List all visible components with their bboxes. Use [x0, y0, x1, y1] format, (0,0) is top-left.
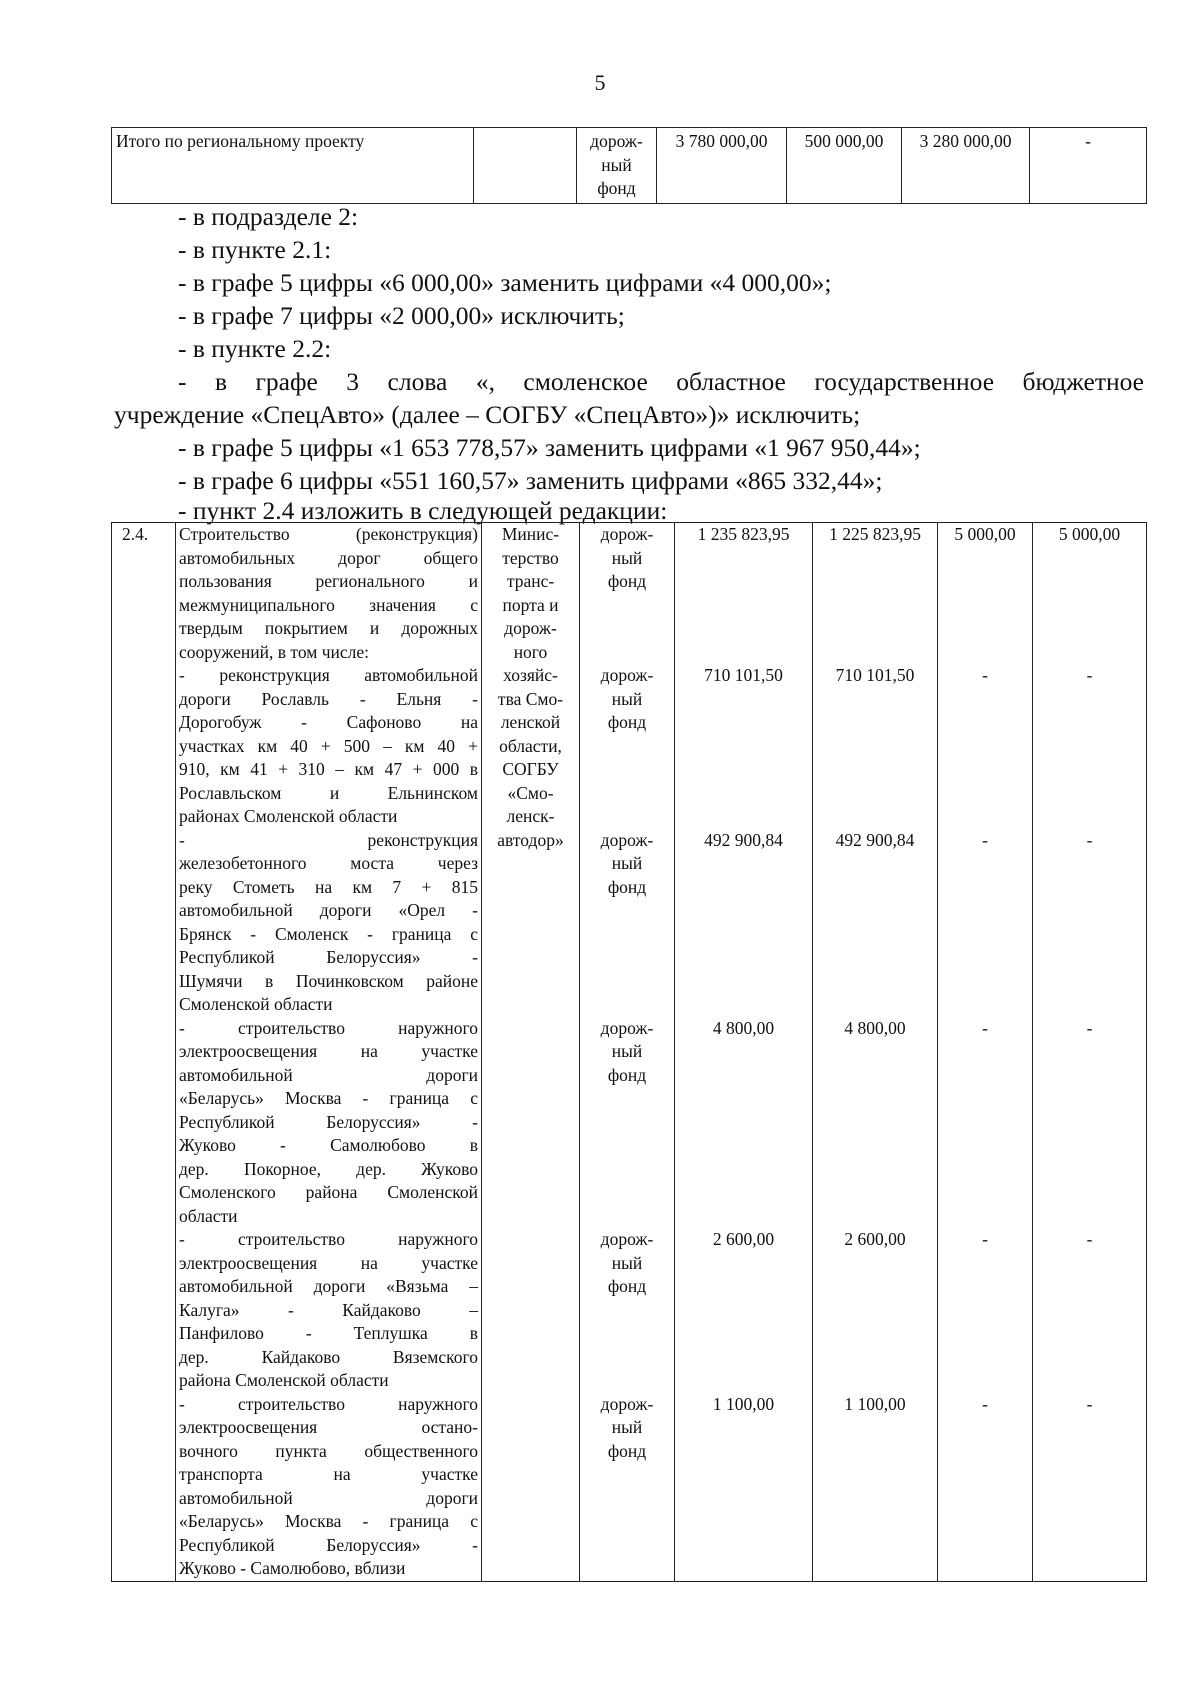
value-entry-col8: - — [1086, 1229, 1093, 1249]
instruction-line: - в графе 7 цифры «2 000,00» исключить; — [178, 301, 625, 330]
instruction-line: - в графе 6 цифры «551 160,57» заменить цифрами «865 332,44»; — [178, 466, 883, 495]
item-name-line: районах Смоленской области — [179, 806, 398, 826]
value-entry-total: 4 800,00 — [712, 1017, 775, 1038]
item-responsible — [482, 523, 580, 1582]
value-entry-col8: - — [1086, 1393, 1093, 1414]
fund-line: фонд — [607, 712, 647, 732]
fund-line: дорож- — [600, 1393, 654, 1414]
fund-line: фонд — [597, 178, 636, 198]
value-entry-col6: 2 600,00 — [844, 1229, 906, 1249]
fund-line: фонд — [607, 876, 647, 897]
fund-entry — [580, 523, 674, 594]
fund-entry — [580, 1228, 674, 1299]
fund-line: фонд — [607, 571, 647, 591]
item-name-line: Республикой Белоруссия» - — [179, 1111, 478, 1132]
item-name-line: Республикой Белоруссия» - — [179, 1534, 478, 1555]
item-name-line: - реконструкция автомобильной — [179, 665, 478, 685]
fund-line: ный — [611, 1041, 643, 1061]
value-entry-total: 1 235 823,95 — [697, 524, 790, 544]
item-name-line: реку Стометь на км 7 + 815 — [179, 876, 478, 897]
fund-line: ный — [611, 547, 643, 568]
item-name-line: дер. Кайдаково Вяземского — [179, 1346, 478, 1367]
value-entry-col8: 5 000,00 — [1058, 524, 1121, 544]
item-responsible-line: хозяйс- — [503, 665, 558, 685]
instruction-line: - в подразделе 2: — [178, 202, 359, 231]
fund-line: фонд — [607, 1440, 647, 1461]
total-col8: - — [1030, 128, 1147, 204]
fund-line: фонд — [607, 1276, 647, 1296]
item-name-line: электроосвещения остано- — [179, 1417, 478, 1437]
value-entry-col7: - — [982, 665, 988, 685]
item-name-line: «Беларусь» Москва - граница с — [179, 1088, 478, 1108]
item-name-line: электроосвещения на участке — [179, 1252, 478, 1273]
item-name-line: пользования регионального и — [179, 571, 478, 591]
instruction-line: - пункт 2.4 изложить в следующей редакции: — [178, 496, 668, 525]
value-entry-col8: - — [1086, 665, 1093, 685]
item-name-line: Шумячи в Починковском районе — [179, 970, 478, 991]
fund-line: ный — [611, 1252, 643, 1273]
item-responsible-line: Минис- — [501, 524, 560, 544]
item-fund — [580, 523, 675, 1582]
value-entry-col8: - — [1086, 829, 1093, 850]
fund-line: дорож- — [590, 131, 643, 151]
main-table — [111, 522, 1147, 1582]
value-entry-col8: - — [1086, 1017, 1093, 1038]
total-responsible — [474, 128, 577, 204]
item-name-line: сооружений, в том числе: — [179, 641, 369, 662]
item-name-line: Жуково - Самолюбово в — [179, 1135, 478, 1155]
item-name-line: Смоленской области — [179, 994, 333, 1014]
value-entry-col7: - — [982, 1393, 988, 1414]
item-name-line: железобетонного моста через — [179, 853, 478, 873]
item-responsible-line: СОГБУ — [502, 759, 559, 779]
item-responsible-line: ного — [513, 641, 548, 662]
item-name-line: автомобильной дороги «Орел - — [179, 900, 478, 920]
item-responsible-line: ленской — [500, 712, 561, 732]
item-name-line: района Смоленской области — [179, 1370, 389, 1390]
item-responsible-line: ленск- — [506, 806, 555, 826]
total-col6: 500 000,00 — [787, 128, 902, 204]
fund-line: ный — [601, 154, 632, 175]
item-name-line: Строительство (реконструкция) — [179, 524, 478, 544]
item-responsible-line: области, — [499, 735, 562, 756]
fund-line: дорож- — [600, 665, 654, 685]
item-responsible-line: автодор» — [497, 829, 564, 850]
value-entry-col7: - — [982, 1017, 988, 1038]
fund-entry — [580, 1393, 674, 1464]
fund-line: ный — [611, 1417, 643, 1437]
item-name-line: Смоленского района Смоленской — [179, 1182, 478, 1202]
item-name-line: - строительство наружного — [179, 1229, 478, 1249]
item-name-line: Панфилово - Теплушка в — [179, 1323, 478, 1343]
value-entry-total: 1 100,00 — [712, 1393, 775, 1414]
fund-line: фонд — [607, 1064, 647, 1085]
item-name-line: Республикой Белоруссия» - — [179, 947, 478, 967]
item-name-line: электроосвещения на участке — [179, 1041, 478, 1061]
item-name-line: - строительство наружного — [179, 1017, 478, 1038]
item-name-line: Брянск - Смоленск - граница с — [179, 923, 478, 944]
item-name-line: Дорогобуж - Сафоново на — [179, 712, 478, 732]
value-entry-col6: 1 225 823,95 — [829, 524, 921, 544]
value-entry-col6: 1 100,00 — [844, 1393, 906, 1414]
fund-line: дорож- — [600, 524, 654, 544]
item-responsible-line: транс- — [506, 571, 555, 591]
total-sum: 3 780 000,00 — [657, 128, 787, 204]
item-name-line: межмуниципального значения с — [179, 594, 478, 615]
item-responsible-line: терство — [502, 547, 559, 568]
value-entry-total: 492 900,84 — [704, 829, 783, 850]
item-name-line: вочного пункта общественного — [179, 1440, 478, 1461]
item-name-line: области — [179, 1205, 238, 1226]
item-name-line: участках км 40 + 500 – км 40 + — [179, 735, 478, 756]
instruction-line: - в графе 5 цифры «1 653 778,57» заменить цифрами «1 967 950,44»; — [178, 433, 921, 462]
value-entry-total: 710 101,50 — [704, 665, 783, 685]
value-entry-col7: - — [982, 1229, 988, 1249]
item-responsible-line: порта и — [502, 594, 559, 615]
item-responsible-line: тва Смо- — [497, 688, 564, 709]
instruction-line: - в графе 5 цифры «6 000,00» заменить цифрами «4 000,00»; — [178, 268, 832, 297]
item-col7 — [938, 523, 1033, 1582]
fund-line: ный — [611, 688, 643, 709]
value-entry-col7: 5 000,00 — [954, 524, 1016, 544]
fund-entry — [580, 829, 674, 900]
item-name-line: дер. Покорное, дер. Жуково — [179, 1158, 478, 1179]
item-responsible-line: «Смо- — [507, 782, 554, 803]
item-name-line: автомобильной дороги — [179, 1487, 478, 1508]
item-name-line: автомобильных дорог общего — [179, 547, 478, 568]
item-col8 — [1033, 523, 1147, 1582]
fund-entry — [580, 664, 674, 735]
fund-entry — [580, 1017, 674, 1088]
item-number: 2.4. — [112, 523, 176, 1582]
item-name-line: автомобильной дороги «Вязьма – — [179, 1276, 478, 1296]
item-name-line: 910, км 41 + 310 – км 47 + 000 в — [179, 759, 478, 779]
total-row — [112, 128, 1147, 204]
item-name-line: транспорта на участке — [179, 1464, 478, 1484]
item-name-line: дороги Рославль - Ельня - — [179, 688, 478, 709]
fund-line: дорож- — [600, 829, 654, 850]
item-col6 — [813, 523, 938, 1582]
instruction-line: учреждение «СпецАвто» (далее – СОГБУ «СпецАвто»)» исключить; — [114, 400, 861, 429]
item-name-line: «Беларусь» Москва - граница с — [179, 1511, 478, 1531]
value-entry-col6: 710 101,50 — [835, 665, 915, 685]
item-name-line: - реконструкция — [179, 829, 478, 850]
total-table — [111, 127, 1147, 204]
fund-line: дорож- — [600, 1229, 654, 1249]
value-entry-col7: - — [982, 829, 988, 850]
item-name-line: Рославльском и Ельнинском — [179, 782, 478, 803]
item-name — [176, 523, 482, 1582]
instruction-line: - в графе 3 слова «, смоленское областное государственное бюджетное — [178, 367, 1144, 396]
total-fund — [577, 128, 657, 204]
total-col7: 3 280 000,00 — [902, 128, 1030, 204]
item-name-line: Калуга» - Кайдаково – — [179, 1299, 478, 1320]
instruction-line: - в пункте 2.2: — [178, 334, 332, 363]
item-name-line: автомобильной дороги — [179, 1064, 478, 1085]
item-total — [675, 523, 813, 1582]
item-name-line: Жуково - Самолюбово, вблизи — [179, 1558, 406, 1578]
instruction-line: - в пункте 2.1: — [178, 235, 332, 264]
item-responsible-line: дорож- — [504, 618, 557, 638]
table-row — [112, 523, 1147, 1582]
value-entry-col6: 4 800,00 — [844, 1017, 906, 1038]
total-label: Итого по региональному проекту — [112, 128, 474, 204]
item-name-line: - строительство наружного — [179, 1393, 478, 1414]
item-name-line: твердым покрытием и дорожных — [179, 618, 478, 638]
fund-line: ный — [611, 853, 643, 873]
value-entry-total: 2 600,00 — [712, 1229, 775, 1249]
page-number: 5 — [594, 70, 606, 95]
fund-line: дорож- — [600, 1017, 654, 1038]
value-entry-col6: 492 900,84 — [835, 829, 915, 850]
